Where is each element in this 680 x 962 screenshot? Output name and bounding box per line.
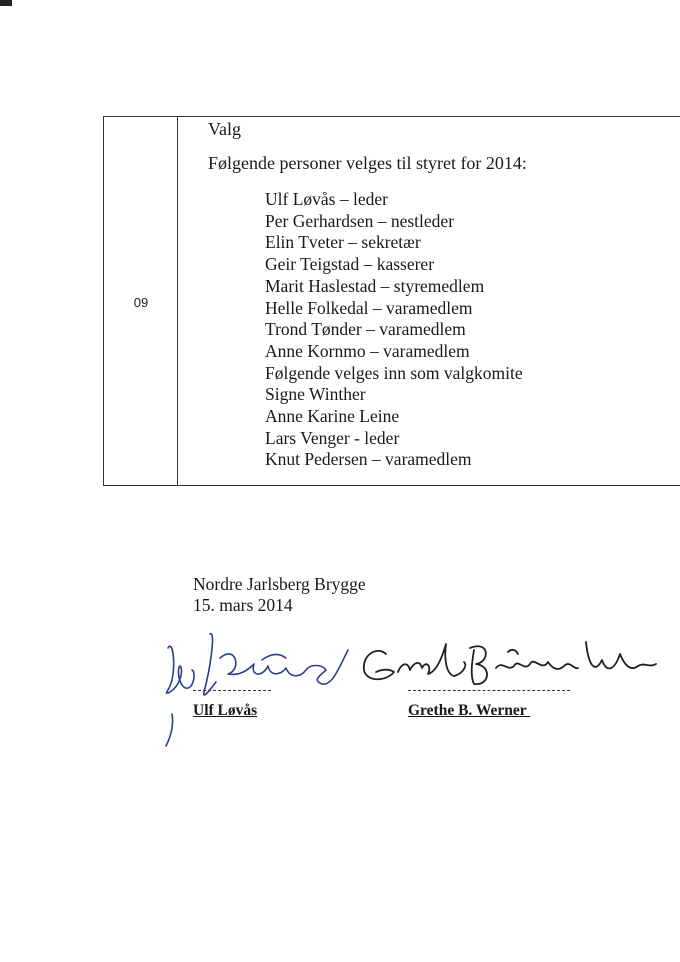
- list-item: Knut Pedersen – varamedlem: [265, 449, 472, 470]
- signature-grethe-werner: [358, 632, 658, 692]
- scan-edge-mark: [0, 0, 12, 6]
- item-number: 09: [133, 295, 149, 310]
- footer-date: 15. mars 2014: [193, 595, 293, 615]
- list-item: Per Gerhardsen – nestleder: [265, 210, 455, 231]
- section-intro: Følgende personer velges til styret for 2014:: [208, 153, 527, 173]
- list-item: Anne Kornmo – varamedlem: [265, 340, 470, 361]
- signature-line: [193, 690, 271, 691]
- list-item: Helle Folkedal – varamedlem: [265, 297, 473, 318]
- list-item: Geir Teigstad – kasserer: [265, 254, 435, 275]
- item-number-column: [104, 117, 178, 485]
- signer-name: Ulf Løvås: [193, 702, 258, 719]
- section-title: Valg: [208, 119, 241, 139]
- list-item: Signe Winther: [265, 384, 366, 405]
- signer-name: Grethe B. Werner: [408, 702, 531, 719]
- list-item: Marit Haslestad – styremedlem: [265, 275, 485, 296]
- list-item: Lars Venger - leder: [265, 427, 400, 448]
- minutes-table: [103, 116, 680, 486]
- signature-ulf-lovas: [150, 620, 360, 750]
- elected-members-list: [265, 189, 523, 471]
- list-item: Elin Tveter – sekretær: [265, 232, 421, 253]
- item-content-column: [178, 117, 680, 485]
- signature-line: [408, 690, 570, 691]
- footer-place: Nordre Jarlsberg Brygge: [193, 574, 366, 594]
- list-item: Trond Tønder – varamedlem: [265, 319, 466, 340]
- list-item: Følgende velges inn som valgkomite: [265, 362, 523, 383]
- list-item: Anne Karine Leine: [265, 406, 400, 427]
- list-item: Ulf Løvås – leder: [265, 189, 388, 209]
